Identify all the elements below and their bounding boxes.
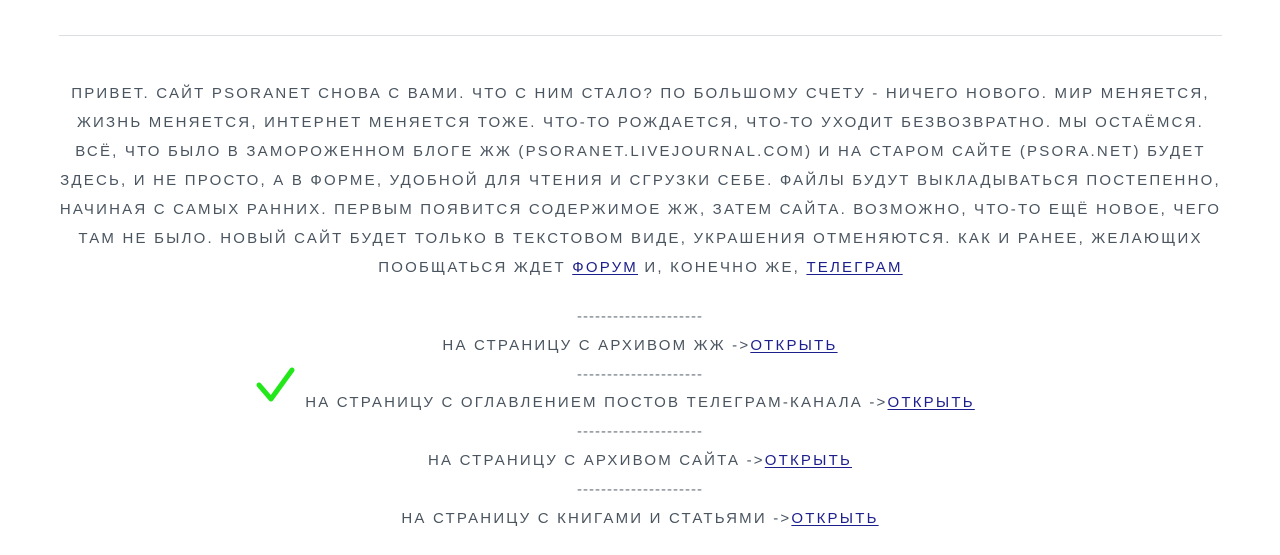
forum-link[interactable]: ФОРУМ — [572, 259, 638, 276]
navigation-links — [0, 303, 1280, 533]
nav-books-label: НА СТРАНИЦУ С КНИГАМИ И СТАТЬЯМИ -> — [401, 509, 792, 527]
intro-joiner: И, КОНЕЧНО ЖЕ, — [644, 259, 801, 276]
separator: --------------------- — [577, 308, 703, 325]
top-divider — [59, 35, 1222, 36]
intro-paragraph — [59, 79, 1222, 282]
nav-telegram-index — [0, 389, 1280, 418]
nav-site-archive — [0, 447, 1280, 476]
nav-books — [0, 505, 1280, 534]
nav-telegram-index-label: НА СТРАНИЦУ С ОГЛАВЛЕНИЕМ ПОСТОВ ТЕЛЕГРАМ-КАНАЛА -> — [305, 394, 888, 412]
separator: --------------------- — [577, 365, 703, 383]
nav-site-archive-label: НА СТРАНИЦУ С АРХИВОМ САЙТА -> — [427, 451, 765, 469]
separator: --------------------- — [577, 423, 703, 441]
telegram-link[interactable]: ТЕЛЕГРАМ — [806, 259, 903, 276]
open-telegram-index-link[interactable]: ОТКРЫТЬ — [887, 394, 975, 412]
nav-lj-archive-label: НА СТРАНИЦУ С АРХИВОМ ЖЖ -> — [442, 336, 751, 354]
open-lj-archive-link[interactable]: ОТКРЫТЬ — [750, 336, 838, 354]
nav-lj-archive — [0, 332, 1280, 361]
open-site-archive-link[interactable]: ОТКРЫТЬ — [764, 451, 853, 469]
intro-text: ПРИВЕТ. САЙТ PSORANET СНОВА С ВАМИ. ЧТО С НИМ СТАЛО? ПО БОЛЬШОМУ СЧЕТУ - НИЧЕГО НОВОГО. МИР МЕНЯЕТСЯ, ЖИЗНЬ МЕНЯЕТСЯ, ИНТЕРНЕТ МЕНЯЕТСЯ ТОЖЕ. ЧТО-ТО РОЖДАЕТСЯ, ЧТО-ТО УХОДИТ БЕЗВОЗВРАТНО. МЫ ОСТАЁМСЯ. ВСЁ, ЧТО БЫЛО В ЗАМОРОЖЕННОМ БЛОГЕ ЖЖ (PSORANET.LIVEJOURNAL.COM) И НА СТАРОМ САЙТЕ (PSORA.NET) БУДЕТ ЗДЕСЬ, И НЕ ПРОСТО, А В ФОРМЕ, УДОБНОЙ ДЛЯ ЧТЕНИЯ И СГРУЗКИ СЕБЕ. ФАЙЛЫ БУДУТ ВЫКЛАДЫВАТЬСЯ ПОСТЕПЕННО, НАЧИНАЯ С САМЫХ РАННИХ. ПЕРВЫМ ПОЯВИТСЯ СОДЕРЖИМОЕ ЖЖ, ЗАТЕМ САЙТА. ВОЗМОЖНО, ЧТО-ТО ЕЩЁ НОВОЕ, ЧЕГО ТАМ НЕ БЫЛО. НОВЫЙ САЙТ БУДЕТ ТОЛЬКО В ТЕКСТОВОМ ВИДЕ, УКРАШЕНИЯ ОТМЕНЯЮТСЯ. КАК И РАНЕЕ, ЖЕЛАЮЩИХ ПООБЩАТЬСЯ ЖДЕТ — [59, 85, 1222, 276]
open-books-link[interactable]: ОТКРЫТЬ — [791, 509, 879, 527]
separator: --------------------- — [577, 480, 703, 498]
checkmark-icon — [256, 366, 298, 408]
